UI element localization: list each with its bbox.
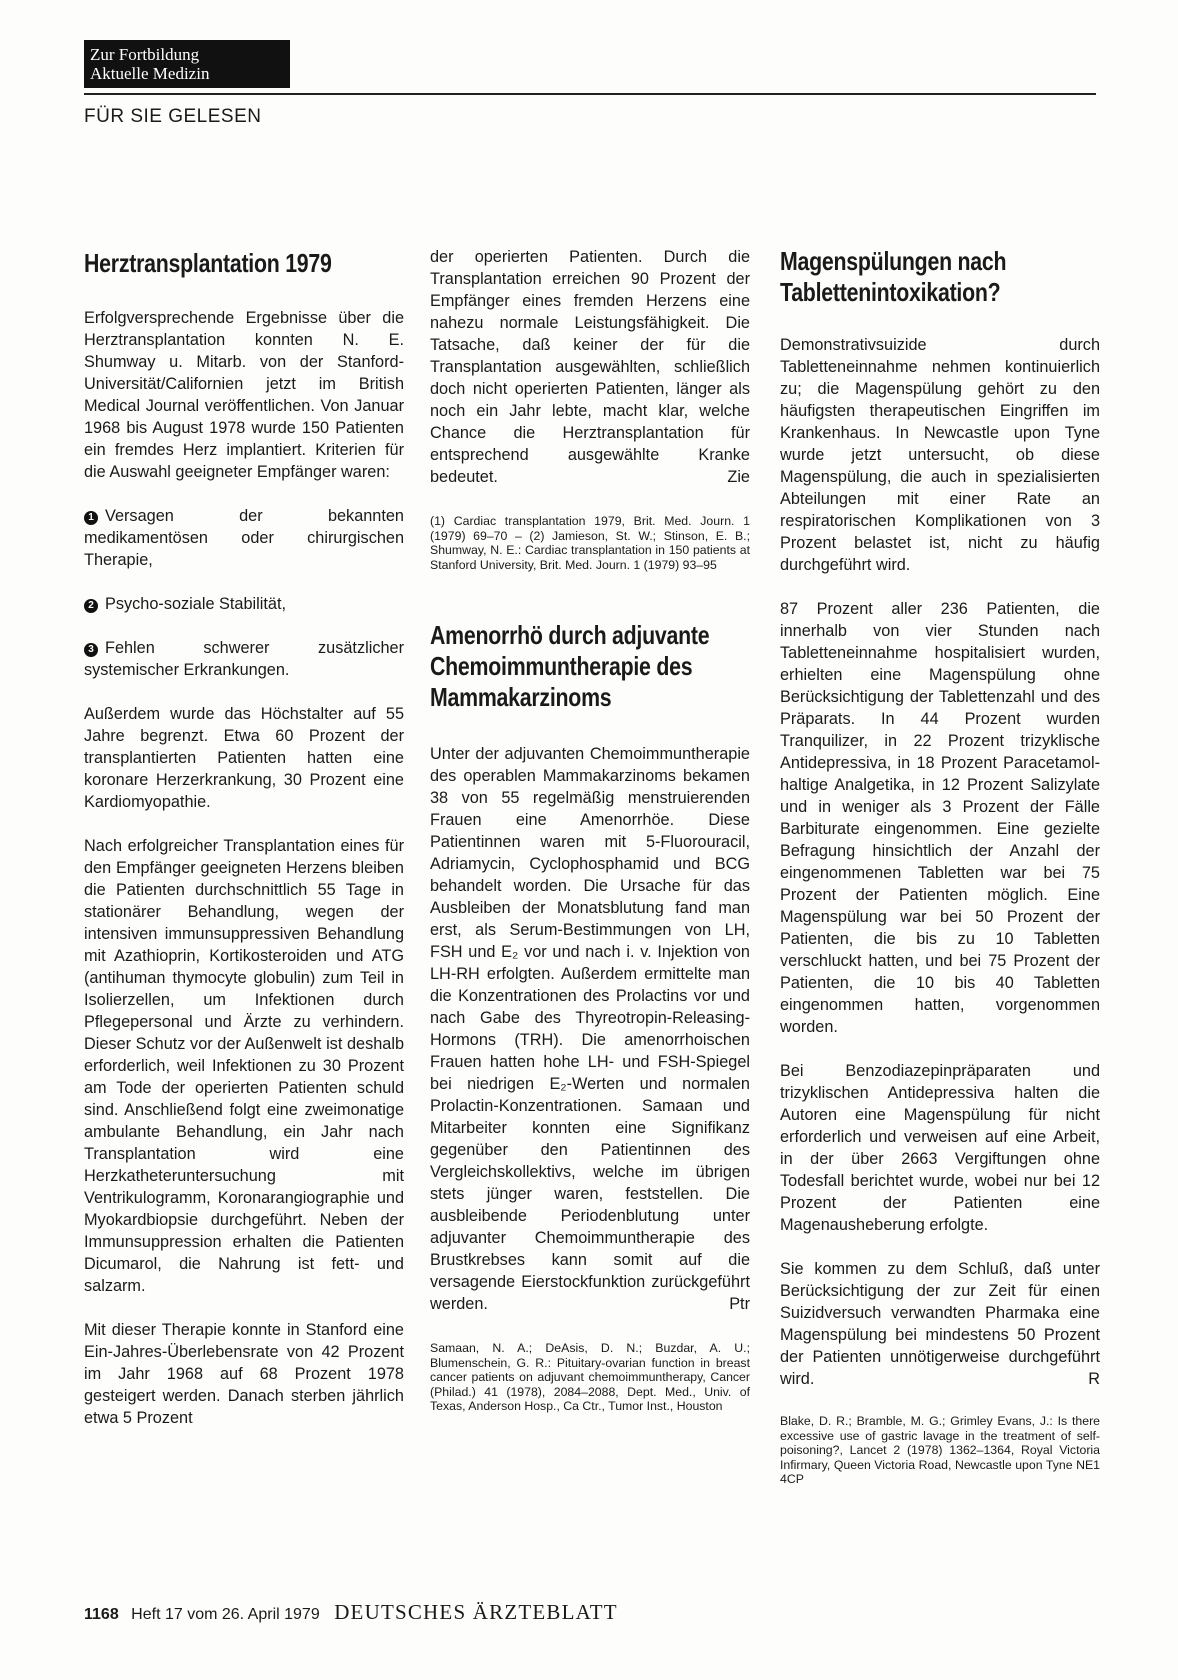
- category-badge: [84, 40, 290, 88]
- heart-paragraph-4: Mit dieser Therapie konnte in Stanford eine Ein-Jahres-Überlebensrate von 42 Prozent im Jahr 1968 auf 68 Prozent 1978 gesteigert werden. Danach sterben jährlich etwa 5 Prozent: [84, 1321, 404, 1427]
- amenorrhea-reference: Samaan, N. A.; DeAsis, D. N.; Buzdar, A. U.; Blumenschein, G. R.: Pituitary-ovarian function in breast cancer patients on adjuvant chemoimmuntherapy, Cancer (Philad.) 41 (1978), 2084–2088, Dept. Med., Univ. of Texas, Anderson Hosp., Ca Ctr., Tumor Inst., Houston: [430, 1341, 750, 1413]
- lavage-paragraph-3: Bei Benzodiazepinpräparaten und trizyklischen Antidepressiva halten die Autoren eine Magenspülung für nicht erforderlich und verweisen auf eine Arbeit, in der über 2663 Vergiftungen ohne Todesfall berichtet wurde, wobei nur bei 12 Prozent der Patienten eine Magenausheberung erfolgte.: [780, 1062, 1100, 1234]
- header-rule: [84, 93, 1096, 95]
- lavage-reference: Blake, D. R.; Bramble, M. G.; Grimley Evans, J.: Is there excessive use of gastric lavage in the treatment of self-poisoning?, Lancet 2 (1978) 1362–1364, Royal Victoria Infirmary, Queen Victoria Road, Newcastle upon Tyne NE1 4CP: [780, 1414, 1100, 1486]
- lavage-paragraph-4: Sie kommen zu dem Schluß, daß unter Berücksichtigung der zur Zeit für einen Suizidversuch verwandten Pharmaka eine Magenspülung bei mindestens 50 Prozent der Patienten unnötigerweise durchgeführt wird. R: [780, 1260, 1100, 1388]
- column-2: [430, 246, 750, 1414]
- heart-paragraph-2: Außerdem wurde das Höchstalter auf 55 Jahre begrenzt. Etwa 60 Prozent der transplantierten Patienten hatten eine koronare Herzerkrankung, 30 Prozent eine Kardiomyopathie.: [84, 705, 404, 811]
- amenorrhea-signature: Ptr: [729, 1295, 750, 1313]
- article-title-gastric-lavage: Magenspülungen nach Tablettenintoxikation?: [780, 246, 1007, 307]
- page-footer: [84, 1600, 618, 1625]
- lavage-paragraph-1: Demonstrativsuizide durch Tabletteneinnahme nehmen kontinuierlich zu; die Magenspülung gehört zu den häufigsten therapeutischen Eingriffen im Krankenhaus. In Newcastle upon Tyne wurde jetzt untersucht, ob diese Magenspülung, die auch in spezialisierten Abteilungen mit einer Rate an respiratorischen Komplikationen von 3 Prozent belastet ist, nicht zu häufig durchgeführt wird.: [780, 336, 1100, 574]
- heart-criteria-item-3: 3 Fehlen schwerer zusätzlicher systemischer Erkrankungen.: [84, 639, 404, 679]
- column-3: [780, 246, 1100, 1487]
- number-3-icon: 3: [84, 643, 98, 657]
- lavage-signature: R: [1088, 1370, 1100, 1388]
- heart-criteria-item-1: 1 Versagen der bekannten medikamentösen oder chirurgischen Therapie,: [84, 507, 404, 569]
- amenorrhea-paragraph-1: Unter der adjuvanten Chemoimmuntherapie des operablen Mammakarzinoms bekamen 38 von 55 regelmäßig menstruierenden Frauen eine Amenorrhöe. Diese Patientinnen waren mit 5-Fluorouracil, Adriamycin, Cyclophosphamid und BCG behandelt worden. Die Ursache für das Ausbleiben der Monatsblutung fand man erst, als Serum-Bestimmungen von LH, FSH und E₂ vor und nach i. v. Injektion von LH-RH erfolgten. Außerdem ermittelte man die Konzentrationen des Prolactins vor und nach Gabe des Thyreotropin-Releasing-Hormons (TRH). Die amenorrhoischen Frauen hatten hohe LH- und FSH-Spiegel bei niedrigen E₂-Werten und normalen Prolactin-Konzentrationen. Samaan und Mitarbeiter konnten eine Signifikanz gegenüber den Patientinnen des Vergleichskollektivs, welche im übrigen stets jünger waren, feststellen. Die ausbleibende Periodenblutung unter adjuvanter Chemoimmuntherapie des Brustkrebses kann somit auf die versagende Eierstockfunktion zurückgeführt werden. Ptr: [430, 745, 750, 1313]
- badge-line-1: Zur Fortbildung: [90, 45, 200, 64]
- article-title-heart: Herztransplantation 1979: [84, 248, 332, 278]
- heart-reference: (1) Cardiac transplantation 1979, Brit. Med. Journ. 1 (1979) 69–70 – (2) Jamieson, St. W.; Stinson, E. B.; Shumway, N. E.: Cardiac transplantation in 150 patients at Stanford University, Brit. Med. Journ. 1 (1979) 93–95: [430, 514, 750, 572]
- lavage-paragraph-2: 87 Prozent aller 236 Patienten, die innerhalb von vier Stunden nach Tabletteneinnahme hospitalisiert wurden, erhielten eine Magenspülung ohne Berücksichtigung der Tablettenzahl und des Präparats. In 44 Prozent wurden Tranquilizer, in 22 Prozent trizyklische Antidepressiva, in 18 Prozent Paracetamol-haltige Analgetika, in 12 Prozent Salizylate und in weniger als 3 Prozent der Fälle Barbiturate eingenommen. Eine gezielte Befragung hinsichtlich der Anzahl der eingenommenen Tabletten war bei 75 Prozent der Patienten möglich. Eine Magenspülung war bei 50 Prozent der Patienten, die bis zu 10 Tabletten verschluckt hatten, und bei 75 Prozent der Patienten, die 10 bis 40 Tabletten eingenommen hatten, vorgenommen worden.: [780, 600, 1100, 1036]
- number-1-icon: 1: [84, 511, 98, 525]
- heart-paragraph-3: Nach erfolgreicher Transplantation eines für den Empfänger geeigneten Herzens bleiben die Patienten durchschnittlich 55 Tage in stationärer Behandlung, wegen der intensiven immunsuppressiven Behandlung mit Azathioprin, Kortikosteroiden und ATG (antihuman thymocyte globulin) zum Teil in Isolierzellen, um Infektionen durch Pflegepersonal und Ärzte zu verhindern. Dieser Schutz vor der Außenwelt ist deshalb erforderlich, weil Infektionen zu 30 Prozent am Tode der operierten Patienten schuld sind. Anschließend folgt eine zweimonatige ambulante Behandlung, ein Jahr nach Transplantation wird eine Herzkatheteruntersuchung mit Ventrikulogramm, Koronarangiographie und Myokardbiopsie durchgeführt. Neben der Immunsuppression erhalten die Patienten Dicumarol, die Nahrung ist fett- und salzarm.: [84, 837, 404, 1295]
- journal-name: DEUTSCHES ÄRZTEBLATT: [334, 1600, 618, 1624]
- section-label: FÜR SIE GELESEN: [84, 106, 262, 127]
- badge-line-2: Aktuelle Medizin: [90, 64, 210, 83]
- column-1: [84, 248, 404, 1429]
- heart-criteria-item-2: 2 Psycho-soziale Stabilität,: [84, 593, 404, 615]
- page-number: 1168: [84, 1606, 119, 1623]
- article-title-amenorrhea: Amenorrhö durch adjuvante Chemoimmuntherapie des Mammakarzinoms: [430, 620, 710, 712]
- heart-signature: Zie: [727, 468, 750, 486]
- heart-paragraph-5: der operierten Patienten. Durch die Transplantation erreichen 90 Prozent der Empfänger eines fremden Herzens eine nahezu normale Leistungsfähigkeit. Die Tatsache, daß keiner der für die Transplantation ausgewählten, schließlich doch nicht operierten Patienten, länger als noch ein Jahr lebte, macht klar, welche Chance die Herztransplantation für entsprechend ausgewählte Kranke bedeutet. Zie: [430, 248, 750, 486]
- issue-info: Heft 17 vom 26. April 1979: [131, 1606, 320, 1623]
- heart-paragraph-1: Erfolgversprechende Ergebnisse über die Herztransplantation konnten N. E. Shumway u. Mitarb. von der Stanford-Universität/Californien jetzt im British Medical Journal veröffentlichen. Von Januar 1968 bis August 1978 wurde 150 Patienten ein fremdes Herz implantiert. Kriterien für die Auswahl geeigneter Empfänger waren:: [84, 309, 404, 481]
- number-2-icon: 2: [84, 599, 98, 613]
